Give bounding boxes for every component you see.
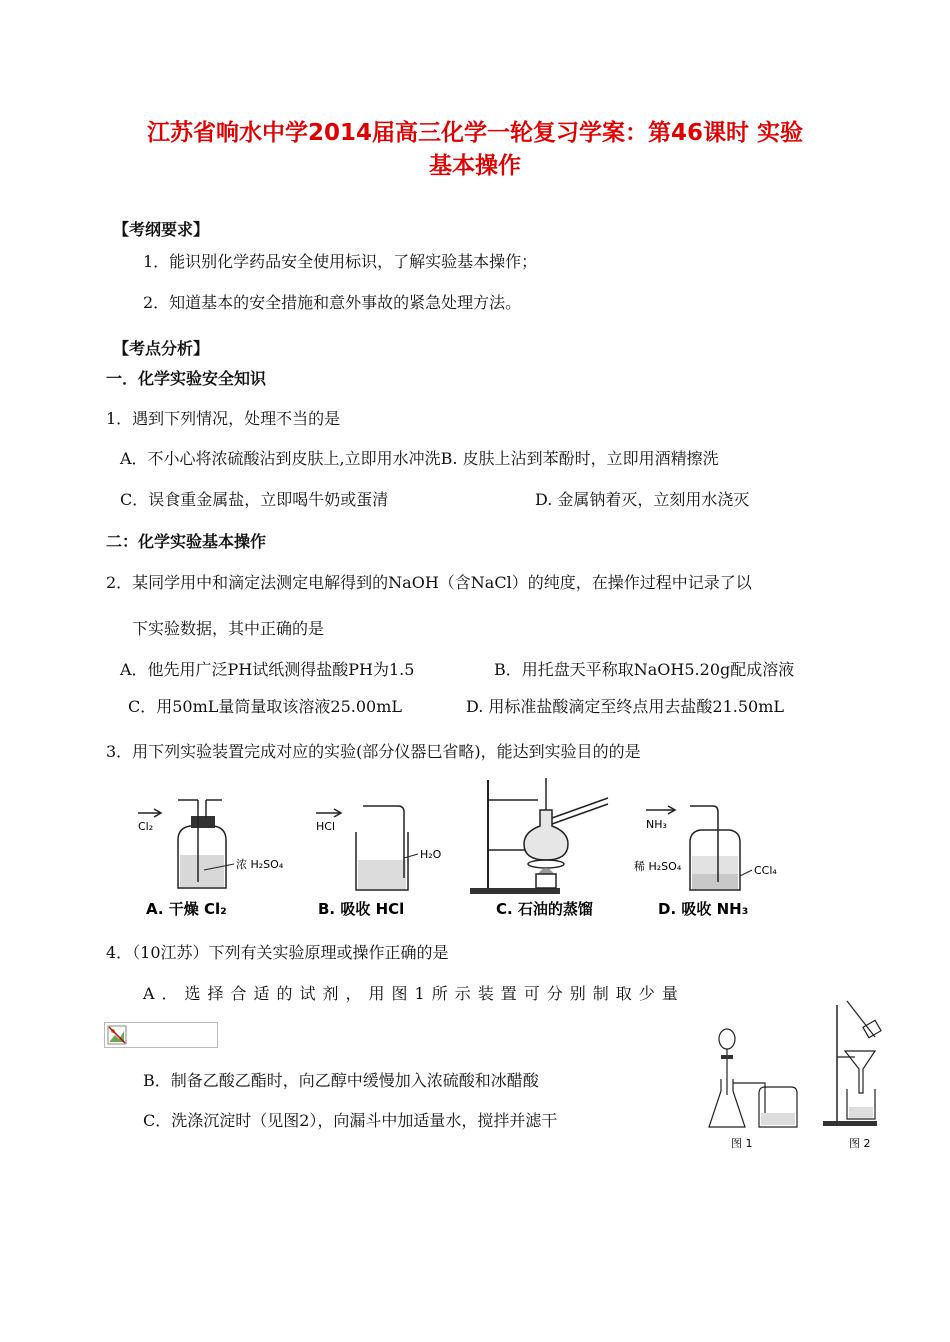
figure-1-label: 图 1	[731, 1137, 753, 1150]
label-conc-h2so4: 浓 H₂SO₄	[236, 858, 284, 871]
q4-stem: 4．（10江苏）下列有关实验原理或操作正确的是	[106, 943, 449, 962]
q1-option-a-b: A．不小心将浓硫酸沾到皮肤上,立即用水冲洗B. 皮肤上沾到苯酚时，立即用酒精擦洗	[120, 449, 719, 468]
q3-stem: 3．用下列实验装置完成对应的实验(部分仪器巳省略)，能达到实验目的的是	[106, 742, 641, 761]
q2-stem-line2: 下实验数据，其中正确的是	[132, 619, 325, 638]
q4-option-b: B．制备乙酸乙酯时，向乙醇中缓慢加入浓硫酸和冰醋酸	[143, 1071, 539, 1090]
apparatus-b	[316, 806, 442, 918]
kaogang-heading: 【考纲要求】	[113, 220, 210, 239]
apparatus-d	[634, 806, 777, 918]
page-title-line1: 江苏省响水中学2014届高三化学一轮复习学案：第46课时 实验	[146, 120, 804, 146]
q4-apparatus-figure	[705, 995, 890, 1155]
label-cl2-in: Cl₂	[138, 820, 154, 833]
label-dilute-h2so4: 稀 H₂SO₄	[634, 860, 682, 873]
q2-option-a: A．他先用广泛PH试纸测得盐酸PH为1.5	[120, 660, 415, 679]
page-title-line2: 基本操作	[429, 153, 521, 179]
label-ccl4: CCl₄	[754, 864, 777, 877]
kaogang-item-2: 2．知道基本的安全措施和意外事故的紧急处理方法。	[143, 293, 522, 312]
q4-option-c: C．洗涤沉淀时（见图2），向漏斗中加适量水，搅拌并滤干	[143, 1111, 558, 1130]
q1-option-c: C．误食重金属盐，立即喝牛奶或蛋清	[120, 490, 389, 509]
q1-option-d: D. 金属钠着灭，立刻用水浇灭	[535, 490, 750, 509]
apparatus-c	[470, 778, 608, 918]
q4-option-a: A．选择合适的试剂，用图1所示装置可分别制取少量	[143, 984, 685, 1003]
label-h2o: H₂O	[420, 848, 442, 861]
q2-option-d: D. 用标准盐酸滴定至终点用去盐酸21.50mL	[466, 697, 785, 716]
apparatus-a	[138, 800, 284, 918]
figure-2-apparatus	[823, 1001, 881, 1150]
label-nh3-in: NH₃	[646, 818, 667, 831]
caption-a: A. 干燥 Cl₂	[146, 900, 227, 918]
q2-option-c: C．用50mL量筒量取该溶液25.00mL	[128, 697, 403, 716]
q2-stem-line1: 2．某同学用中和滴定法测定电解得到的NaOH（含NaCl）的纯度，在操作过程中记录了以	[106, 573, 752, 592]
q1-stem: 1．遇到下列情况，处理不当的是	[106, 409, 341, 428]
q3-apparatus-figure	[118, 770, 838, 922]
kaogang-item-1: 1．能识别化学药品安全使用标识，了解实验基本操作；	[143, 252, 538, 271]
caption-c: C. 石油的蒸馏	[496, 900, 593, 918]
kaodian-heading: 【考点分析】	[113, 339, 210, 358]
caption-b: B. 吸收 HCl	[318, 900, 405, 918]
section-1-heading: 一．化学实验安全知识	[106, 369, 267, 388]
figure-1-apparatus	[709, 1029, 797, 1150]
broken-image-placeholder	[104, 1022, 218, 1048]
q2-option-b: B．用托盘天平称取NaOH5.20g配成溶液	[494, 660, 795, 679]
section-2-heading: 二：化学实验基本操作	[106, 532, 267, 551]
label-hcl-in: HCl	[316, 820, 336, 833]
caption-d: D. 吸收 NH₃	[658, 900, 749, 918]
figure-2-label: 图 2	[849, 1137, 871, 1150]
broken-image-icon	[107, 1025, 127, 1045]
